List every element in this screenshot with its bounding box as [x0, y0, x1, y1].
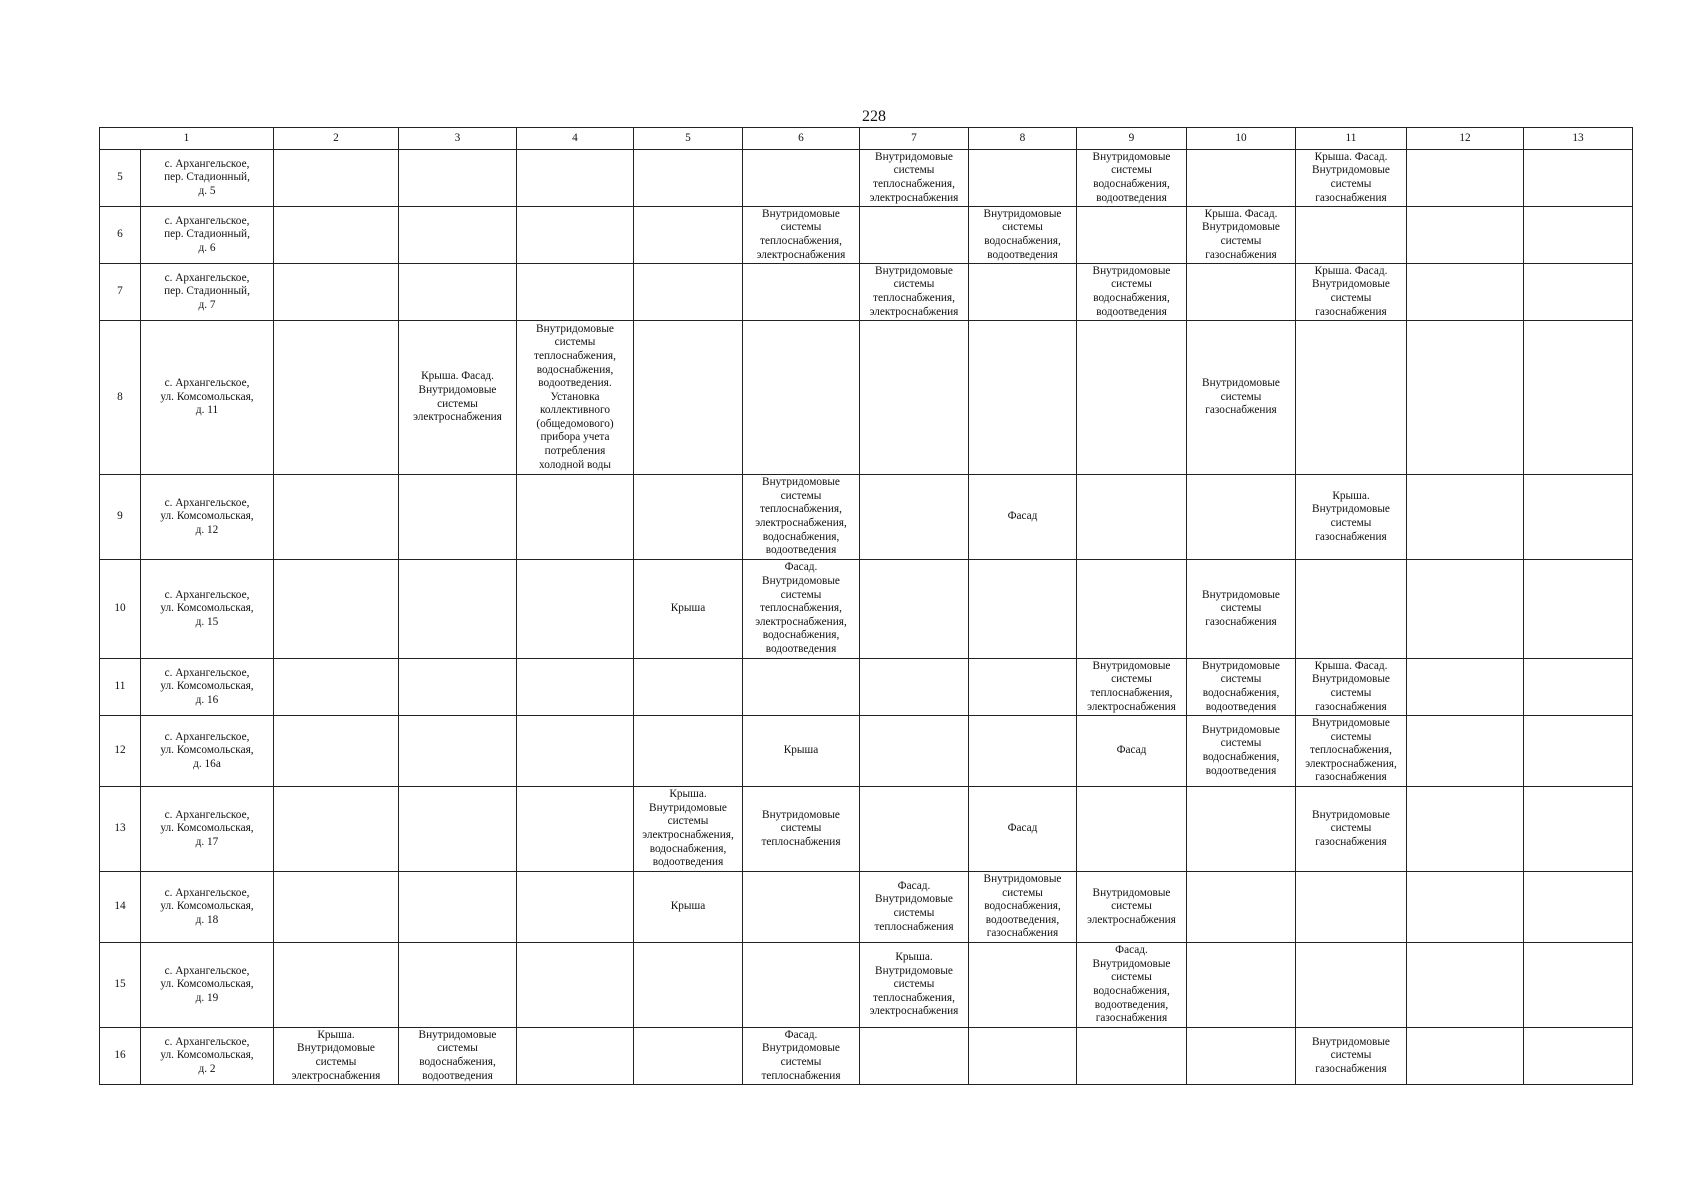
- work-cell-col-11: Крыша. Фасад. Внутридомовые системы газоснабжения: [1296, 264, 1407, 321]
- address-cell: с. Архангельское, пер. Стадионный, д. 5: [141, 150, 274, 207]
- work-cell-col-10: Внутридомовые системы водоснабжения, водоотведения: [1187, 659, 1296, 716]
- work-cell-col-2: [274, 150, 399, 207]
- work-cell-col-12: [1407, 475, 1524, 560]
- table-row: [100, 264, 1633, 321]
- work-cell-col-13: [1524, 872, 1633, 943]
- work-cell-col-5: [634, 475, 743, 560]
- column-header: 9: [1077, 128, 1187, 150]
- work-cell-col-6: [743, 943, 860, 1028]
- work-cell-col-2: [274, 659, 399, 716]
- work-cell-col-7: Фасад. Внутридомовые системы теплоснабжения: [860, 872, 969, 943]
- work-cell-col-9: [1077, 560, 1187, 659]
- column-header: 10: [1187, 128, 1296, 150]
- work-cell-col-2: [274, 207, 399, 264]
- work-cell-col-6: Внутридомовые системы теплоснабжения, электроснабжения: [743, 207, 860, 264]
- work-cell-col-8: Фасад: [969, 787, 1077, 872]
- work-cell-col-13: [1524, 1028, 1633, 1085]
- repair-schedule-table: [99, 127, 1633, 1085]
- work-cell-col-12: [1407, 943, 1524, 1028]
- work-cell-col-4: [517, 264, 634, 321]
- work-cell-col-11: Крыша. Внутридомовые системы газоснабжения: [1296, 475, 1407, 560]
- address-cell: с. Архангельское, ул. Комсомольская, д. 11: [141, 321, 274, 475]
- work-cell-col-6: [743, 659, 860, 716]
- work-cell-col-9: [1077, 207, 1187, 264]
- work-cell-col-7: Внутридомовые системы теплоснабжения, электроснабжения: [860, 264, 969, 321]
- address-cell: с. Архангельское, ул. Комсомольская, д. 2: [141, 1028, 274, 1085]
- work-cell-col-3: [399, 716, 517, 787]
- work-cell-col-4: [517, 475, 634, 560]
- table-row: [100, 716, 1633, 787]
- row-number: 16: [100, 1028, 141, 1085]
- work-cell-col-12: [1407, 321, 1524, 475]
- work-cell-col-13: [1524, 716, 1633, 787]
- work-cell-col-8: [969, 659, 1077, 716]
- work-cell-col-6: Фасад. Внутридомовые системы теплоснабжения, электроснабжения, водоснабжения, водоотведения: [743, 560, 860, 659]
- work-cell-col-7: [860, 560, 969, 659]
- work-cell-col-3: [399, 787, 517, 872]
- address-cell: с. Архангельское, ул. Комсомольская, д. 18: [141, 872, 274, 943]
- table-row: [100, 659, 1633, 716]
- address-cell: с. Архангельское, ул. Комсомольская, д. 12: [141, 475, 274, 560]
- work-cell-col-11: [1296, 321, 1407, 475]
- address-cell: с. Архангельское, ул. Комсомольская, д. 15: [141, 560, 274, 659]
- work-cell-col-13: [1524, 150, 1633, 207]
- row-number: 11: [100, 659, 141, 716]
- work-cell-col-9: Фасад: [1077, 716, 1187, 787]
- table-row: [100, 787, 1633, 872]
- work-cell-col-3: [399, 475, 517, 560]
- work-cell-col-7: [860, 659, 969, 716]
- work-cell-col-8: Внутридомовые системы водоснабжения, водоотведения, газоснабжения: [969, 872, 1077, 943]
- work-cell-col-13: [1524, 321, 1633, 475]
- work-cell-col-7: [860, 321, 969, 475]
- row-number: 15: [100, 943, 141, 1028]
- work-cell-col-2: [274, 560, 399, 659]
- table-row: [100, 1028, 1633, 1085]
- work-cell-col-13: [1524, 659, 1633, 716]
- header-row: [100, 128, 1633, 150]
- work-cell-col-5: [634, 716, 743, 787]
- work-cell-col-10: [1187, 475, 1296, 560]
- row-number: 10: [100, 560, 141, 659]
- work-cell-col-2: [274, 264, 399, 321]
- work-cell-col-6: Внутридомовые системы теплоснабжения, электроснабжения, водоснабжения, водоотведения: [743, 475, 860, 560]
- work-cell-col-10: Внутридомовые системы газоснабжения: [1187, 321, 1296, 475]
- work-cell-col-10: [1187, 872, 1296, 943]
- work-cell-col-10: [1187, 1028, 1296, 1085]
- work-cell-col-11: Внутридомовые системы газоснабжения: [1296, 787, 1407, 872]
- row-number: 12: [100, 716, 141, 787]
- column-header: 6: [743, 128, 860, 150]
- work-cell-col-3: [399, 560, 517, 659]
- column-header: 12: [1407, 128, 1524, 150]
- work-cell-col-12: [1407, 659, 1524, 716]
- work-cell-col-6: [743, 264, 860, 321]
- work-cell-col-10: [1187, 943, 1296, 1028]
- work-cell-col-10: Внутридомовые системы газоснабжения: [1187, 560, 1296, 659]
- work-cell-col-11: [1296, 560, 1407, 659]
- work-cell-col-13: [1524, 787, 1633, 872]
- work-cell-col-9: [1077, 787, 1187, 872]
- page-number: 228: [862, 108, 886, 125]
- work-cell-col-12: [1407, 560, 1524, 659]
- work-cell-col-7: [860, 1028, 969, 1085]
- work-cell-col-11: Крыша. Фасад. Внутридомовые системы газоснабжения: [1296, 150, 1407, 207]
- work-cell-col-7: [860, 787, 969, 872]
- work-cell-col-2: [274, 475, 399, 560]
- table-row: [100, 560, 1633, 659]
- table-row: [100, 321, 1633, 475]
- address-cell: с. Архангельское, пер. Стадионный, д. 7: [141, 264, 274, 321]
- work-cell-col-9: Внутридомовые системы водоснабжения, водоотведения: [1077, 264, 1187, 321]
- work-cell-col-2: [274, 787, 399, 872]
- work-cell-col-12: [1407, 872, 1524, 943]
- work-cell-col-9: [1077, 475, 1187, 560]
- work-cell-col-11: Внутридомовые системы газоснабжения: [1296, 1028, 1407, 1085]
- work-cell-col-2: Крыша. Внутридомовые системы электроснабжения: [274, 1028, 399, 1085]
- work-cell-col-6: [743, 321, 860, 475]
- work-cell-col-8: [969, 716, 1077, 787]
- work-cell-col-5: Крыша: [634, 872, 743, 943]
- work-cell-col-10: [1187, 787, 1296, 872]
- work-cell-col-5: [634, 264, 743, 321]
- work-cell-col-7: Внутридомовые системы теплоснабжения, электроснабжения: [860, 150, 969, 207]
- work-cell-col-11: [1296, 943, 1407, 1028]
- work-cell-col-11: Крыша. Фасад. Внутридомовые системы газоснабжения: [1296, 659, 1407, 716]
- work-cell-col-8: [969, 560, 1077, 659]
- work-cell-col-12: [1407, 264, 1524, 321]
- work-cell-col-8: [969, 943, 1077, 1028]
- work-cell-col-2: [274, 321, 399, 475]
- work-cell-col-10: Крыша. Фасад. Внутридомовые системы газоснабжения: [1187, 207, 1296, 264]
- work-cell-col-3: [399, 659, 517, 716]
- work-cell-col-6: Крыша: [743, 716, 860, 787]
- work-cell-col-2: [274, 943, 399, 1028]
- column-header: 8: [969, 128, 1077, 150]
- work-cell-col-3: [399, 207, 517, 264]
- work-cell-col-8: [969, 1028, 1077, 1085]
- work-cell-col-4: [517, 150, 634, 207]
- work-cell-col-13: [1524, 207, 1633, 264]
- work-cell-col-4: [517, 787, 634, 872]
- work-cell-col-10: [1187, 264, 1296, 321]
- work-cell-col-3: Внутридомовые системы водоснабжения, водоотведения: [399, 1028, 517, 1085]
- work-cell-col-5: [634, 943, 743, 1028]
- work-cell-col-13: [1524, 943, 1633, 1028]
- table-row: [100, 207, 1633, 264]
- work-cell-col-2: [274, 716, 399, 787]
- work-cell-col-12: [1407, 207, 1524, 264]
- row-number: 5: [100, 150, 141, 207]
- work-cell-col-6: [743, 150, 860, 207]
- work-cell-col-9: Фасад. Внутридомовые системы водоснабжения, водоотведения, газоснабжения: [1077, 943, 1187, 1028]
- row-number: 7: [100, 264, 141, 321]
- work-cell-col-3: [399, 872, 517, 943]
- work-cell-col-6: [743, 872, 860, 943]
- work-cell-col-9: Внутридомовые системы водоснабжения, водоотведения: [1077, 150, 1187, 207]
- work-cell-col-5: Крыша: [634, 560, 743, 659]
- column-header: 5: [634, 128, 743, 150]
- row-number: 14: [100, 872, 141, 943]
- work-cell-col-5: [634, 659, 743, 716]
- work-cell-col-3: [399, 264, 517, 321]
- column-header: 7: [860, 128, 969, 150]
- column-header: 2: [274, 128, 399, 150]
- row-number: 8: [100, 321, 141, 475]
- work-cell-col-3: Крыша. Фасад. Внутридомовые системы электроснабжения: [399, 321, 517, 475]
- address-cell: с. Архангельское, ул. Комсомольская, д. 16а: [141, 716, 274, 787]
- table-row: [100, 943, 1633, 1028]
- work-cell-col-6: Внутридомовые системы теплоснабжения: [743, 787, 860, 872]
- work-cell-col-8: [969, 321, 1077, 475]
- work-cell-col-13: [1524, 560, 1633, 659]
- work-cell-col-7: [860, 207, 969, 264]
- work-cell-col-10: Внутридомовые системы водоснабжения, водоотведения: [1187, 716, 1296, 787]
- work-cell-col-9: [1077, 1028, 1187, 1085]
- work-cell-col-7: [860, 716, 969, 787]
- work-cell-col-8: [969, 264, 1077, 321]
- work-cell-col-9: Внутридомовые системы теплоснабжения, электроснабжения: [1077, 659, 1187, 716]
- work-cell-col-4: [517, 716, 634, 787]
- table-row: [100, 872, 1633, 943]
- work-cell-col-7: Крыша. Внутридомовые системы теплоснабжения, электроснабжения: [860, 943, 969, 1028]
- work-cell-col-8: Фасад: [969, 475, 1077, 560]
- work-cell-col-5: [634, 150, 743, 207]
- row-number: 6: [100, 207, 141, 264]
- column-header: 13: [1524, 128, 1633, 150]
- work-cell-col-5: [634, 321, 743, 475]
- column-header: 4: [517, 128, 634, 150]
- work-cell-col-8: [969, 150, 1077, 207]
- work-cell-col-4: [517, 659, 634, 716]
- column-header: 3: [399, 128, 517, 150]
- work-cell-col-12: [1407, 787, 1524, 872]
- column-header: 1: [100, 128, 274, 150]
- work-cell-col-12: [1407, 1028, 1524, 1085]
- work-cell-col-5: [634, 1028, 743, 1085]
- column-header: 11: [1296, 128, 1407, 150]
- work-cell-col-7: [860, 475, 969, 560]
- work-cell-col-11: Внутридомовые системы теплоснабжения, электроснабжения, газоснабжения: [1296, 716, 1407, 787]
- work-cell-col-11: [1296, 207, 1407, 264]
- work-cell-col-12: [1407, 716, 1524, 787]
- work-cell-col-6: Фасад. Внутридомовые системы теплоснабжения: [743, 1028, 860, 1085]
- work-cell-col-4: Внутридомовые системы теплоснабжения, водоснабжения, водоотведения. Установка коллективного (общедомового) прибора учета потребления холодной воды: [517, 321, 634, 475]
- address-cell: с. Архангельское, пер. Стадионный, д. 6: [141, 207, 274, 264]
- work-cell-col-3: [399, 150, 517, 207]
- work-cell-col-4: [517, 207, 634, 264]
- work-cell-col-8: Внутридомовые системы водоснабжения, водоотведения: [969, 207, 1077, 264]
- work-cell-col-3: [399, 943, 517, 1028]
- work-cell-col-5: [634, 207, 743, 264]
- work-cell-col-2: [274, 872, 399, 943]
- work-cell-col-5: Крыша. Внутридомовые системы электроснабжения, водоснабжения, водоотведения: [634, 787, 743, 872]
- work-cell-col-4: [517, 1028, 634, 1085]
- work-cell-col-9: Внутридомовые системы электроснабжения: [1077, 872, 1187, 943]
- row-number: 13: [100, 787, 141, 872]
- address-cell: с. Архангельское, ул. Комсомольская, д. 19: [141, 943, 274, 1028]
- address-cell: с. Архангельское, ул. Комсомольская, д. 16: [141, 659, 274, 716]
- table-row: [100, 150, 1633, 207]
- work-cell-col-9: [1077, 321, 1187, 475]
- work-cell-col-11: [1296, 872, 1407, 943]
- table-row: [100, 475, 1633, 560]
- work-cell-col-4: [517, 943, 634, 1028]
- work-cell-col-13: [1524, 264, 1633, 321]
- work-cell-col-4: [517, 560, 634, 659]
- work-cell-col-12: [1407, 150, 1524, 207]
- row-number: 9: [100, 475, 141, 560]
- work-cell-col-10: [1187, 150, 1296, 207]
- work-cell-col-13: [1524, 475, 1633, 560]
- address-cell: с. Архангельское, ул. Комсомольская, д. 17: [141, 787, 274, 872]
- work-cell-col-4: [517, 872, 634, 943]
